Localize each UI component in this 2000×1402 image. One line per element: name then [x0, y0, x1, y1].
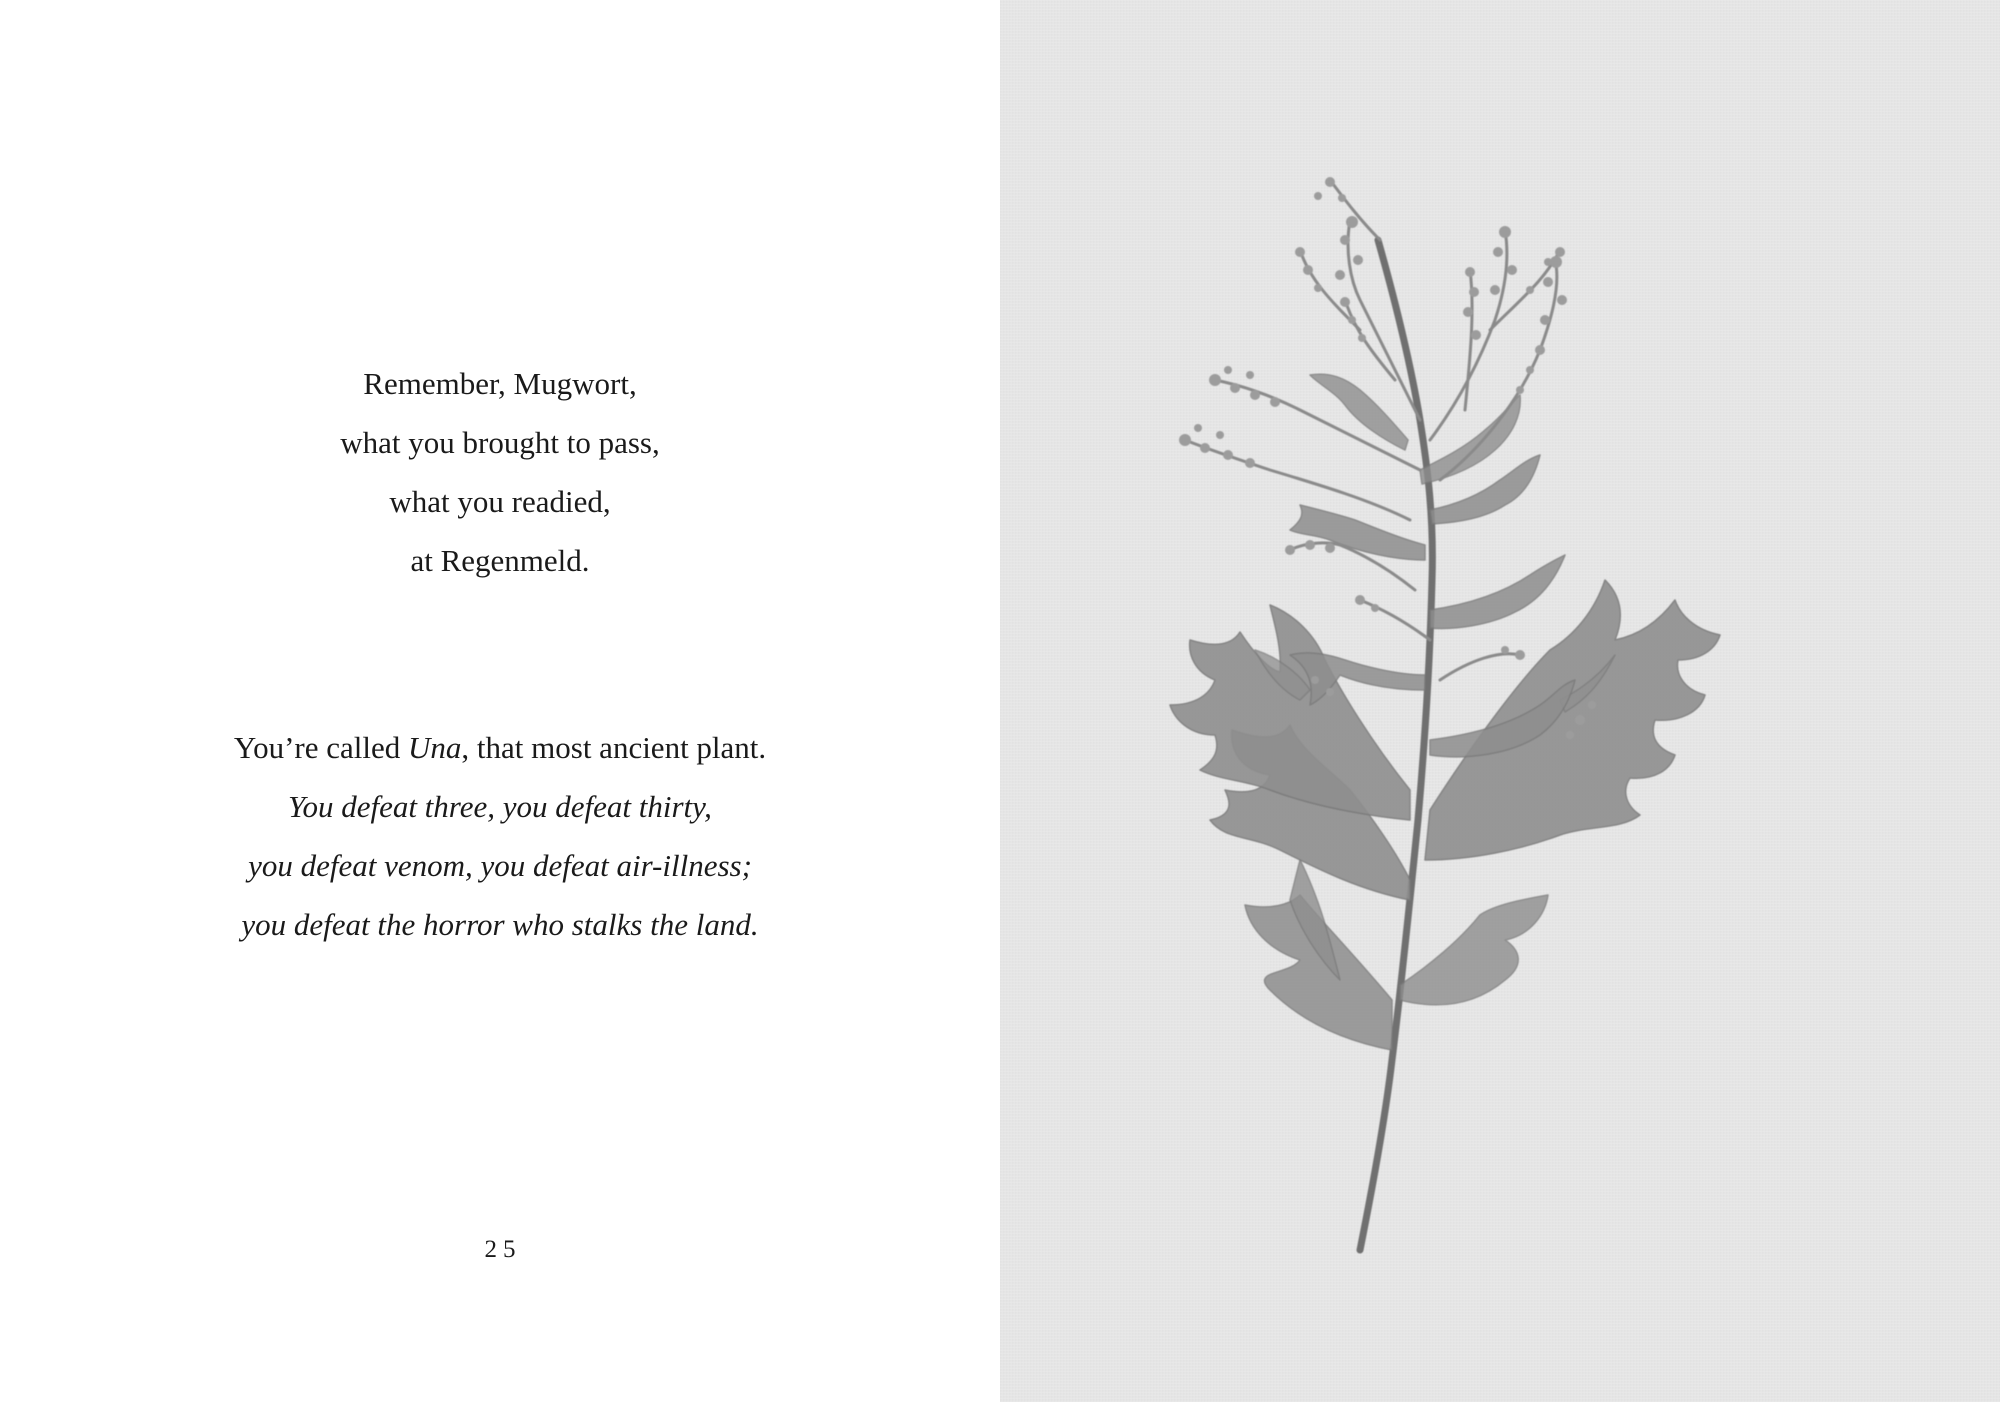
- poem-line: [0, 718, 1000, 777]
- mugwort-plant-illustration-icon: [1000, 0, 2000, 1402]
- poem-line-italic: you defeat the horror who stalks the land.: [241, 907, 759, 942]
- poem-line: what you brought to pass,: [340, 425, 660, 460]
- poem-line-italic: You defeat three, you defeat thirty,: [288, 789, 712, 824]
- poem-stanza-2: [0, 718, 1000, 954]
- page-number: 25: [484, 1236, 522, 1263]
- poem-line: what you readied,: [389, 484, 611, 519]
- poem-line: at Regenmeld.: [410, 543, 590, 578]
- poem-line: Remember, Mugwort,: [363, 366, 637, 401]
- right-page: [1000, 0, 2000, 1402]
- poem-stanza-1: [0, 354, 1000, 590]
- poem-text: , that most ancient plant.: [461, 730, 767, 765]
- plant-name-emphasis: Una: [408, 730, 462, 765]
- poem-text: You’re called: [233, 730, 409, 765]
- poem-line-italic: you defeat venom, you defeat air-illness;: [248, 848, 752, 883]
